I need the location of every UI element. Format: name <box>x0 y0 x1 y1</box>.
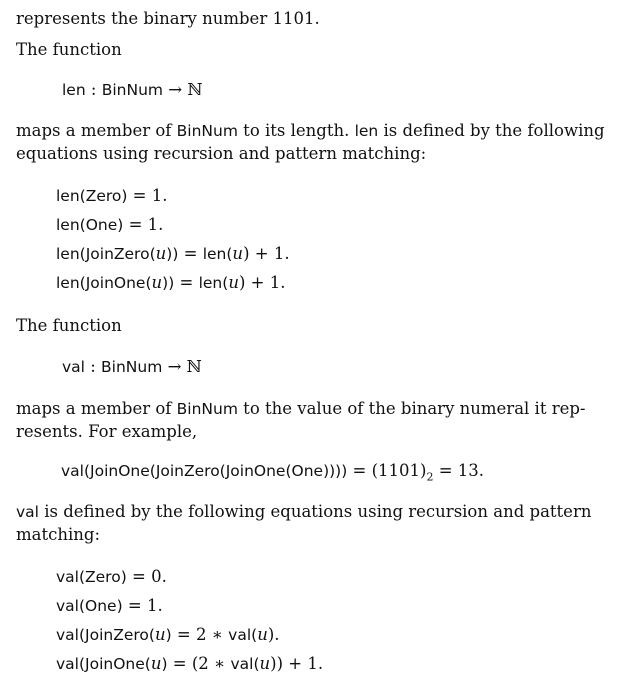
text-span: matching: <box>16 525 101 544</box>
paragraph-val2-line1 <box>16 501 591 523</box>
var-u: u <box>232 244 244 263</box>
eq-lhs: val(Zero) <box>56 568 127 586</box>
text-span: maps a member of <box>16 121 177 140</box>
eq-equals: = (2 ∗ <box>167 654 231 673</box>
paragraph-val-line2 <box>16 421 197 443</box>
eq-rhs: ) + 1. <box>243 244 290 263</box>
eq-rhs-fn: val( <box>230 655 260 673</box>
eq-mid: = (1101) <box>347 461 427 480</box>
eq-equals: = <box>174 273 199 292</box>
text-span: resents. For example, <box>16 422 198 441</box>
function-heading-len <box>16 39 122 61</box>
sig-domain: BinNum <box>101 358 163 376</box>
sig-colon: : <box>85 80 102 99</box>
paragraph-len-line1 <box>16 120 605 142</box>
text-span: is defined by the following equations using recursion and pattern <box>38 502 592 521</box>
eq-lhs-close: )) <box>162 274 175 292</box>
eq-rhs: = 0. <box>126 567 167 586</box>
val-signature <box>62 356 202 378</box>
eq-lhs: val(JoinOne(JoinZero(JoinOne(One)))) <box>61 462 348 480</box>
var-u: u <box>155 244 167 263</box>
eq-rhs: ) + 1. <box>238 273 286 292</box>
len-equation-3 <box>56 243 290 265</box>
base-subscript: 2 <box>426 470 434 484</box>
paragraph-len-line2 <box>16 143 426 165</box>
eq-rhs: = 13. <box>433 461 485 480</box>
var-u: u <box>228 273 239 292</box>
eq-rhs: ). <box>267 625 280 644</box>
var-u: u <box>259 654 271 673</box>
sig-colon: : <box>84 357 102 376</box>
paragraph-val2-line2 <box>16 524 100 546</box>
eq-rhs-fn: val( <box>228 626 258 644</box>
eq-lhs: len(Zero) <box>56 187 128 205</box>
eq-rhs: = 1. <box>122 596 163 615</box>
eq-lhs-close: ) <box>161 655 168 673</box>
heading-text: The function <box>16 40 122 59</box>
intro-text: represents the binary number 1101. <box>16 9 320 28</box>
term-binnum: BinNum <box>176 122 238 140</box>
sig-name: val <box>62 358 85 376</box>
term-binnum: BinNum <box>176 400 238 418</box>
text-span: maps a member of <box>16 399 177 418</box>
len-equation-4 <box>56 272 285 294</box>
var-u: u <box>257 625 268 644</box>
eq-lhs-close: ) <box>165 626 172 644</box>
example-equation <box>61 460 484 488</box>
eq-lhs: len(One) <box>56 216 124 234</box>
eq-rhs-fn: len( <box>202 245 233 263</box>
eq-lhs: val(JoinZero( <box>56 626 155 644</box>
eq-rhs-fn: len( <box>198 274 229 292</box>
var-u: u <box>151 273 163 292</box>
val-equation-3 <box>56 624 280 646</box>
paragraph-val-line1 <box>16 398 586 420</box>
sig-arrow: → <box>163 80 188 99</box>
heading-text: The function <box>16 316 122 335</box>
paragraph-intro <box>16 8 320 30</box>
eq-lhs: len(JoinOne( <box>56 274 152 292</box>
eq-lhs: len(JoinZero( <box>56 245 156 263</box>
eq-lhs: val(One) <box>56 597 123 615</box>
var-u: u <box>150 654 162 673</box>
sig-arrow: → <box>162 357 187 376</box>
text-span: is defined by the following <box>378 121 605 140</box>
text-span: equations using recursion and pattern matching: <box>16 144 427 163</box>
len-signature <box>62 79 202 101</box>
eq-lhs-close: )) <box>166 245 179 263</box>
eq-equals: = 2 ∗ <box>171 625 229 644</box>
var-u: u <box>154 625 166 644</box>
val-equation-4 <box>56 653 323 675</box>
function-heading-val <box>16 315 122 337</box>
val-equation-1 <box>56 566 167 588</box>
sig-codomain: ℕ <box>187 80 203 99</box>
eq-rhs: = 1. <box>123 215 164 234</box>
sig-codomain: ℕ <box>186 357 202 376</box>
eq-equals: = <box>178 244 203 263</box>
eq-lhs: val(JoinOne( <box>56 655 151 673</box>
eq-rhs: )) + 1. <box>270 654 324 673</box>
eq-rhs: = 1. <box>127 186 168 205</box>
len-equation-2 <box>56 214 163 236</box>
text-span: to its length. <box>237 121 355 140</box>
val-equation-2 <box>56 595 163 617</box>
term-val: val <box>16 503 39 521</box>
sig-name: len <box>62 81 86 99</box>
text-span: to the value of the binary numeral it rep- <box>237 399 586 418</box>
term-len: len <box>354 122 379 140</box>
len-equation-1 <box>56 185 168 207</box>
sig-domain: BinNum <box>101 81 164 99</box>
